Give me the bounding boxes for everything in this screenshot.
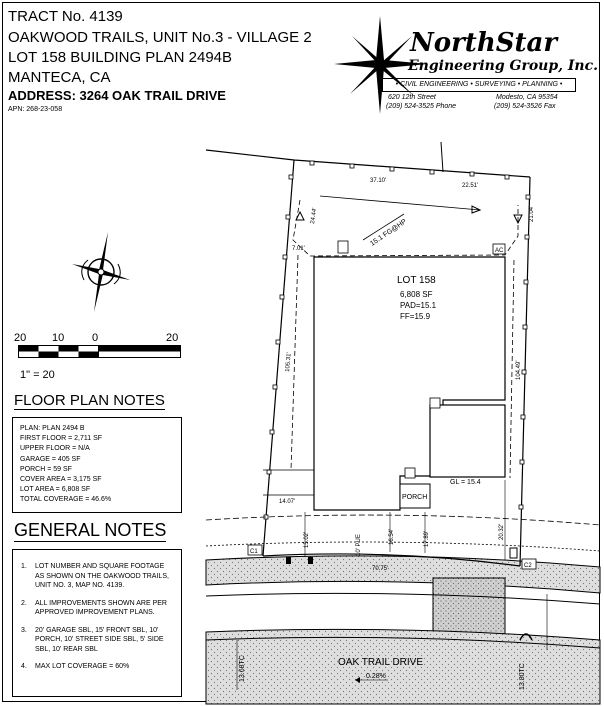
dim-left-top-2: 7.01' xyxy=(292,246,305,252)
apn: APN: 268-23-058 xyxy=(8,106,63,113)
address: ADDRESS: 3264 OAK TRAIL DRIVE xyxy=(8,88,226,103)
lot-area: 6,808 SF xyxy=(400,290,433,299)
dim-top-1: 37.10' xyxy=(370,178,387,184)
dim-right-side: 104.49' xyxy=(516,360,522,380)
logo-subtitle: Engineering Group, Inc. xyxy=(408,58,598,74)
pad-elevation: PAD=15.1 xyxy=(400,301,437,310)
porch-label: PORCH xyxy=(402,494,428,501)
fp-first-floor: FIRST FLOOR = 2,711 SF xyxy=(20,435,103,443)
general-note: 3. 20' GARAGE SBL, 15' FRONT SBL, 10' PORCH, 10' STREET SIDE SBL, 5' SIDE SBL, 10' REAR SBL xyxy=(21,626,164,653)
top-curb-right: 13.80TC xyxy=(519,663,526,690)
logo-phone: (209) 524-3525 Phone xyxy=(386,103,457,110)
sidewalk xyxy=(206,556,600,593)
dim-front-left: 14.07' xyxy=(279,499,296,505)
street-slope: 0.28% xyxy=(366,673,386,680)
c1-label: C1 xyxy=(250,549,258,555)
dim-16-54: 16.54' xyxy=(389,528,395,545)
fp-plan: PLAN: PLAN 2494 B xyxy=(20,425,85,432)
fp-total-coverage: TOTAL COVERAGE = 46.6% xyxy=(20,496,112,504)
swale-label: 15.1 FG@HP xyxy=(369,218,409,248)
tract-number: TRACT No. 4139 xyxy=(8,8,123,25)
dim-17-89: 17.89' xyxy=(424,530,430,547)
fp-lot-area: LOT AREA = 6,808 SF xyxy=(20,486,91,494)
fp-porch: PORCH = 59 SF xyxy=(20,465,72,473)
c2-label: C2 xyxy=(524,563,532,569)
driveway xyxy=(433,578,505,638)
dim-left-side: 105.31' xyxy=(285,352,293,373)
lot-number: LOT 158 xyxy=(397,275,436,286)
scale-label-20: 20 xyxy=(14,332,27,344)
scale-label-20b: 20 xyxy=(166,332,179,344)
city: MANTECA, CA xyxy=(8,69,111,86)
logo-city: Modesto, CA 95354 xyxy=(496,94,558,101)
dim-left-top: 24.44' xyxy=(310,207,319,225)
logo-fax: (209) 524-3526 Fax xyxy=(494,103,556,110)
fp-garage: GARAGE = 405 SF xyxy=(20,455,81,463)
general-note: 4. MAX LOT COVERAGE = 60% xyxy=(21,663,130,670)
fp-cover-area: COVER AREA = 3,175 SF xyxy=(20,476,102,484)
pue-label: 10' PUE xyxy=(356,534,362,556)
logo-street: 620 12th Street xyxy=(388,94,436,101)
scale-label-10: 10 xyxy=(52,332,65,344)
general-note: 2. ALL IMPROVEMENTS SHOWN ARE PER APPROVED IMPROVEMENT PLANS. xyxy=(21,599,167,616)
logo-tagline: • CIVIL ENGINEERING • SURVEYING • PLANNING • xyxy=(382,78,576,92)
ac-label: AC xyxy=(495,248,504,254)
finished-floor: FF=15.9 xyxy=(400,312,431,321)
dim-70-75: 70.75' xyxy=(372,566,389,572)
dim-top-2: 22.51' xyxy=(462,183,479,189)
street-name: OAK TRAIL DRIVE xyxy=(338,657,424,668)
garage xyxy=(430,405,505,477)
scale-label-0: 0 xyxy=(92,332,99,344)
garage-level: GL = 15.4 xyxy=(450,479,481,486)
scale-ratio: 1" = 20 xyxy=(20,369,55,381)
top-curb-left: 13.68TC xyxy=(239,655,246,682)
logo-name: NorthStar xyxy=(410,28,558,58)
subdivision-name: OAKWOOD TRAILS, UNIT No.3 - VILLAGE 2 xyxy=(8,29,312,46)
dim-right-top: 21.04' xyxy=(529,205,535,222)
floor-plan-notes-title: FLOOR PLAN NOTES xyxy=(14,392,165,409)
fp-upper-floor: UPPER FLOOR = N/A xyxy=(20,445,90,453)
lot-plan: LOT 158 BUILDING PLAN 2494B xyxy=(8,49,233,66)
general-note: 1. LOT NUMBER AND SQUARE FOOTAGE AS SHOWN ON THE OAKWOOD TRAILS, UNIT NO. 3, MAP NO. 4139. xyxy=(21,563,169,589)
dim-15-02: 15.02' xyxy=(304,531,310,548)
dim-20-32: 20.32' xyxy=(499,523,505,540)
general-notes-title: GENERAL NOTES xyxy=(14,520,167,540)
